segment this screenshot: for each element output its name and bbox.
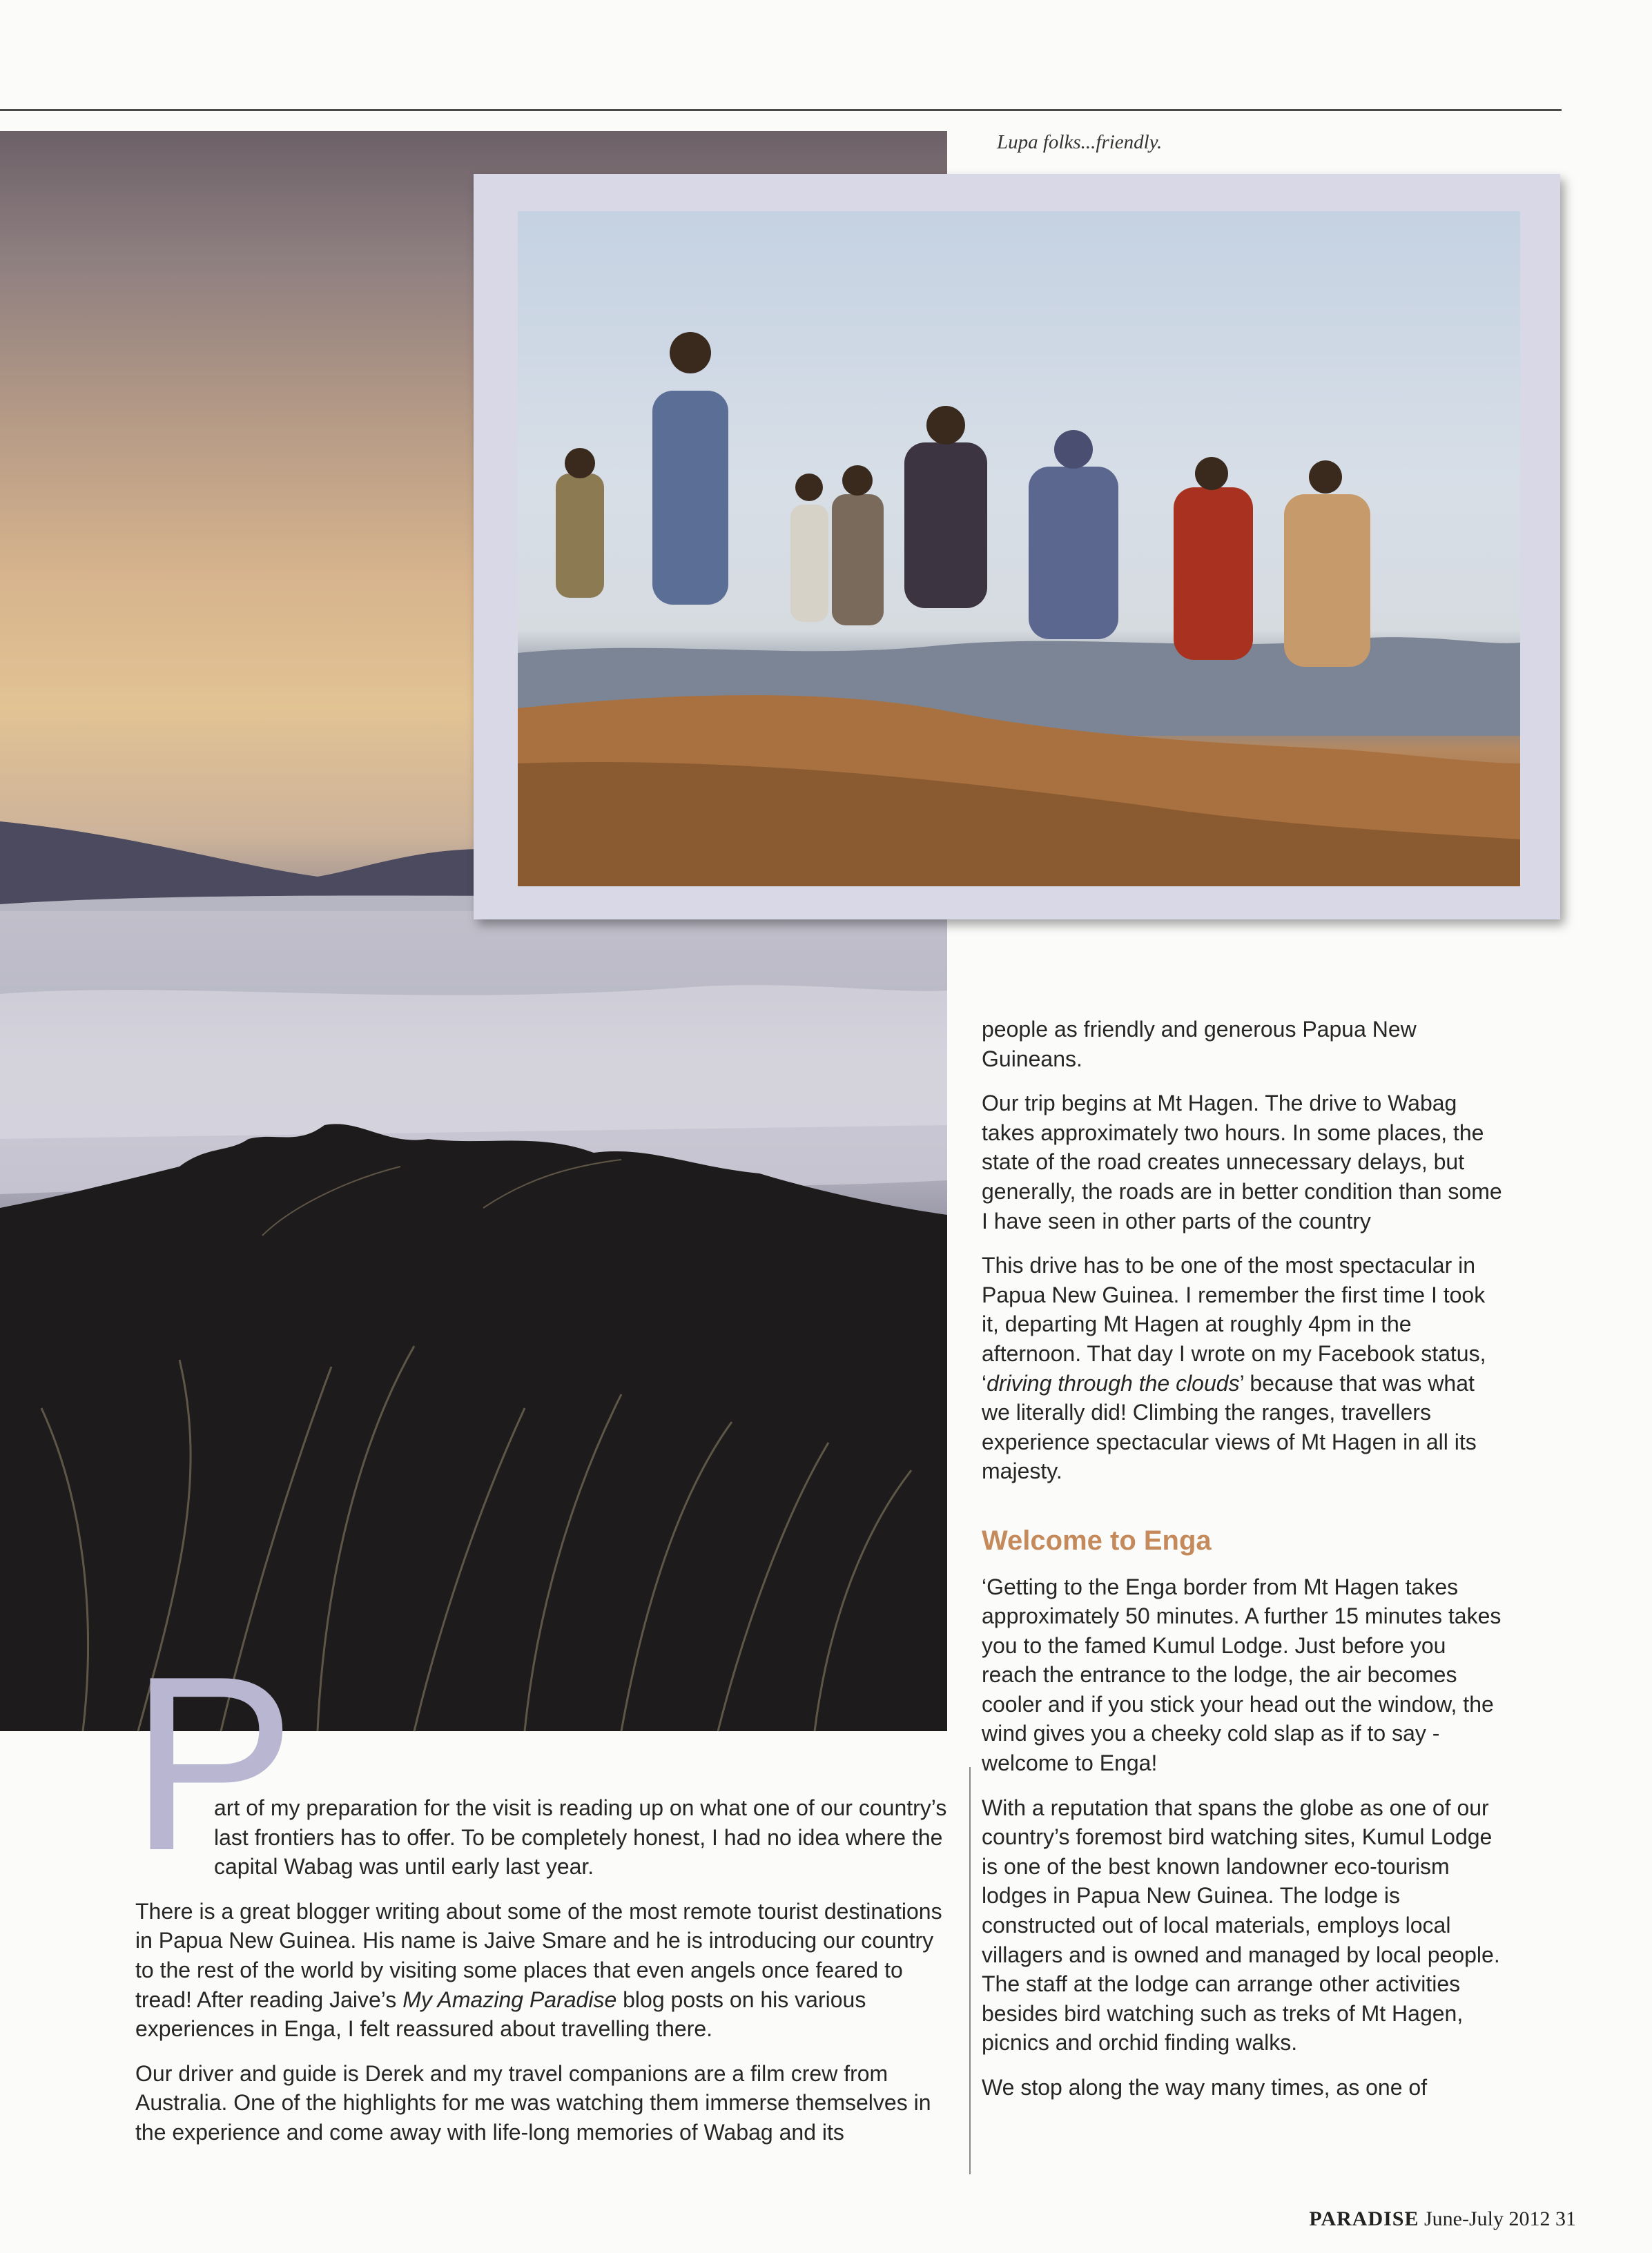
paragraph: people as friendly and generous Papua New Guineans. <box>982 1017 1417 1071</box>
paragraph: ‘Getting to the Enga border from Mt Hagen takes approximately 50 minutes. A further 15 minutes takes you to the famed Kumul Lodge. Just before you reach the entrance to the lodge, the air becomes cooler and if you stick your head out the window, the wind gives you a cheeky cold slap as if to say - welcome to Enga! <box>982 1574 1502 1776</box>
left-column <box>135 1793 950 2163</box>
issue-date: June-July 2012 <box>1424 2207 1551 2230</box>
people-photo <box>518 211 1520 886</box>
paragraph: Our trip begins at Mt Hagen. The drive to Wabag takes approximately two hours. In some places, the state of the road creates unnecessary delays, but generally, the roads are in better condition than some I have seen in other parts of the country <box>982 1091 1502 1233</box>
paragraph: Our driver and guide is Derek and my travel companions are a film crew from Australia. One of the highlights for me was watching them immerse themselves in the experience and come away with life-long memories of Wabag and its <box>135 2060 931 2145</box>
top-rule <box>0 109 1562 111</box>
right-column <box>982 1015 1506 2118</box>
paragraph: This drive has to be one of the most spectacular in Papua New Guinea. I remember the first time I took it, departing Mt Hagen at roughly 4pm in the afternoon. That day I wrote on my Facebook status, ‘driving through the clouds’ because that was what we literally did! Climbing the ranges, travellers experience spectacular views of Mt Hagen in all its majesty. <box>982 1253 1486 1484</box>
paragraph: With a reputation that spans the globe as one of our country’s foremost bird watching sites, Kumul Lodge is one of the best known landowner eco-tourism lodges in Papua New Guinea. The lodge is constructed out of local materials, employs local villagers and is owned and managed by local people. The staff at the lodge can arrange other activities besides bird watching such as treks of Mt Hagen, picnics and orchid finding walks. <box>982 1795 1500 2056</box>
page-number: 31 <box>1555 2207 1576 2230</box>
section-heading: Welcome to Enga <box>982 1525 1212 1556</box>
svg-text:P: P <box>130 1625 296 1902</box>
paragraph-intro: art of my preparation for the visit is reading up on what one of our country’s last frontiers has to offer. To be completely honest, I had no idea where the capital Wabag was until early last year. <box>214 1795 947 1880</box>
people-illustration <box>518 211 1520 886</box>
page-footer <box>1309 2207 1576 2231</box>
magazine-name: PARADISE <box>1309 2207 1419 2230</box>
paragraph: We stop along the way many times, as one of <box>982 2075 1428 2100</box>
photo-caption: Lupa folks...friendly. <box>997 131 1163 153</box>
paragraph: There is a great blogger writing about some of the most remote tourist destinations in Papua New Guinea. His name is Jaive Smare and he is introducing our country to the rest of the world by visiting some places that even angels once feared to tread! After reading Jaive’s My Amazing Paradise blog posts on his various experiences in Enga, I felt reassured about travelling there. <box>135 1898 942 2042</box>
column-divider <box>969 1767 971 2174</box>
